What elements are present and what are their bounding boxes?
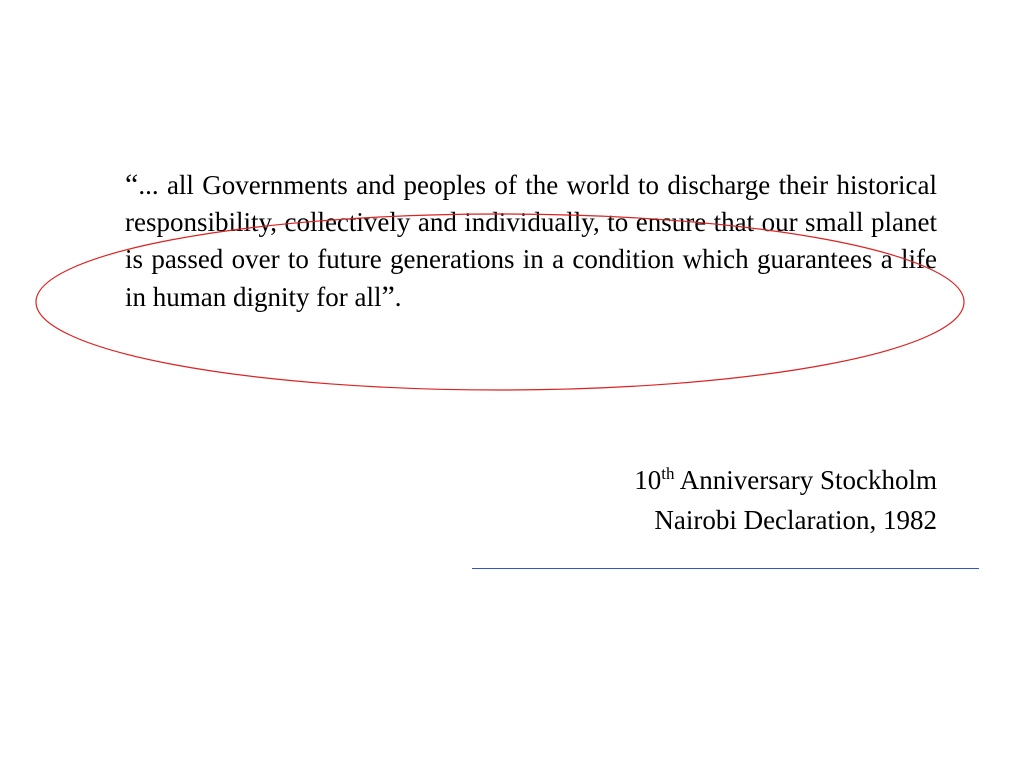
quote-text-block xyxy=(125,166,937,316)
attribution-line-1-rest: Anniversary Stockholm xyxy=(674,465,937,495)
attribution-line-2: Nairobi Declaration, 1982 xyxy=(654,505,937,535)
open-quote-mark: “ xyxy=(125,168,139,201)
ordinal-number: 10 xyxy=(634,465,662,495)
quote-end-punctuation: . xyxy=(394,282,402,312)
ordinal-suffix: th xyxy=(661,464,675,483)
quote-body: ... all Governments and peoples of the world to discharge their historical responsibility, collectively and individually, to ensure that our small planet is passed over to future generations in a condition which guarantees a life in human dignity for all xyxy=(125,170,937,312)
attribution xyxy=(634,460,937,540)
close-quote-mark: ” xyxy=(381,280,395,313)
attribution-line-1 xyxy=(634,460,937,500)
divider-line xyxy=(472,568,979,569)
